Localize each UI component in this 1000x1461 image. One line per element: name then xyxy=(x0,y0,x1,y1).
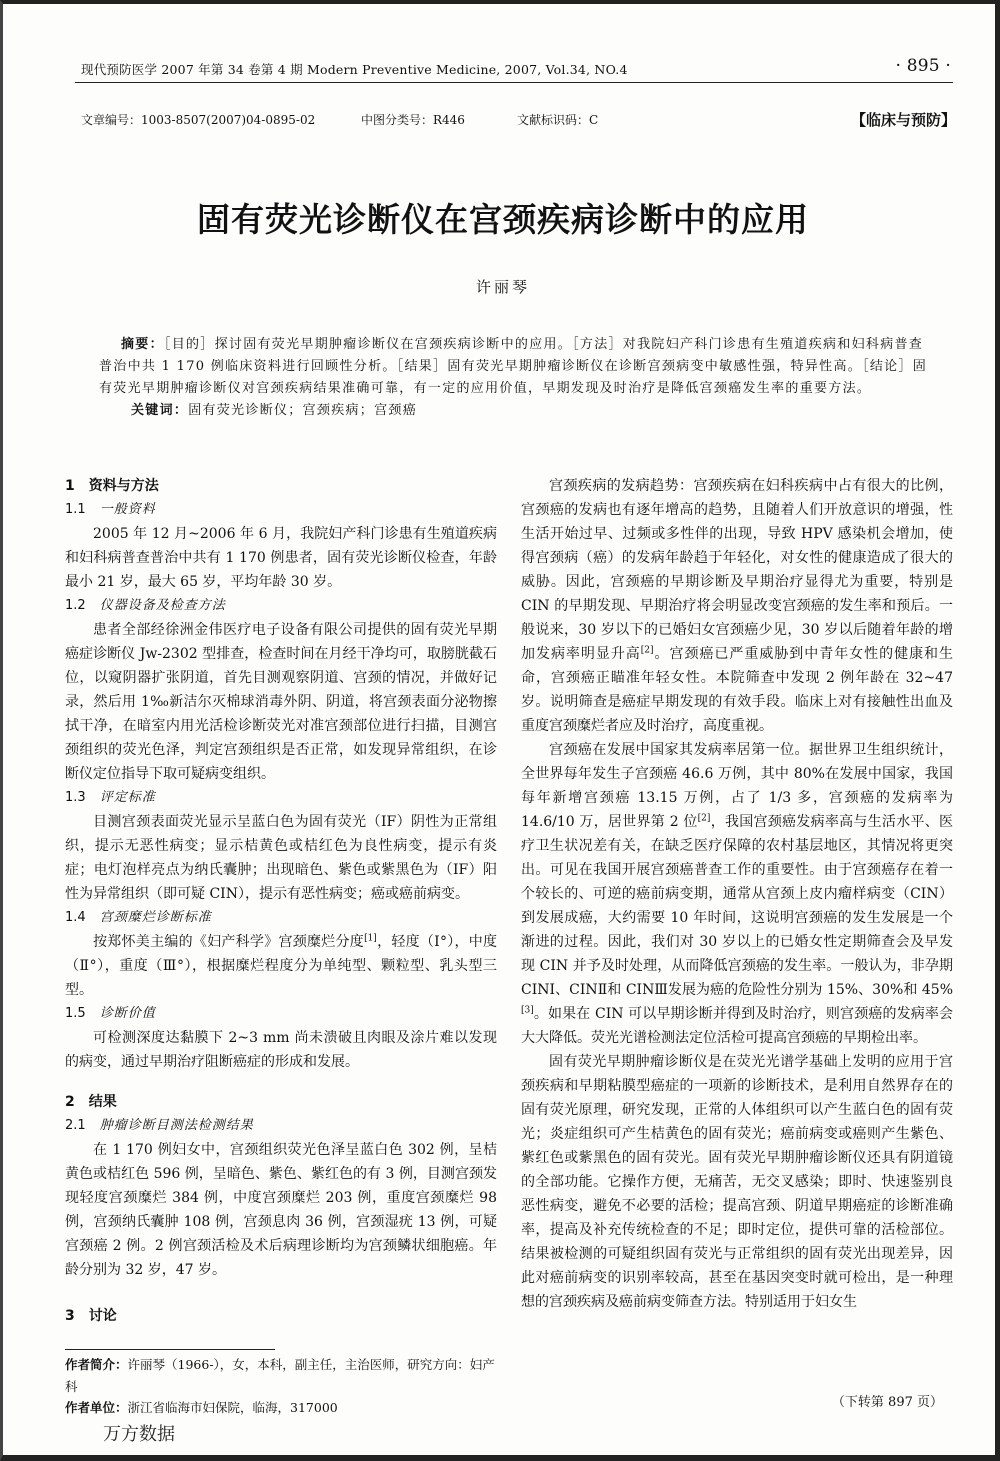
paragraph-evaluation-criteria: 目测宫颈表面荧光显示呈蓝白色为固有荧光（IF）阴性为正常组织，提示无恶性病变；显示桔黄色或桔红色为良性病变，提示有炎症；电灯泡样亮点为纳氏囊肿；出现暗色、紫色或紫黑色为（IF）阳性为异常组织（即可疑 CIN），提示有恶性病变；癌或癌前病变。 xyxy=(65,814,497,902)
paragraph-results: 在 1 170 例妇女中，宫颈组织荧光色泽呈蓝白色 302 例，呈桔黄色或桔红色 596 例，呈暗色、紫色、紫红色的有 3 例，目测宫颈发现轻度宫颈糜烂 384 例，中度宫颈糜烂 203 例，重度宫颈糜烂 98 例，宫颈纳氏囊肿 108 例，宫颈息肉 36 例，宫颈湿疣 13 例，可疑宫颈癌 2 例。2 例宫颈活检及术后病理诊断均为宫颈鳞状细胞癌。年龄分别为 32 岁，47 岁。 xyxy=(65,1142,497,1278)
citation-ref: [3] xyxy=(521,1005,534,1016)
author-bio-footnote: 作者简介：许丽琴（1966-），女，本科，副主任，主治医师，研究方向：妇产科 xyxy=(65,1357,495,1394)
keywords-label: 关键词： xyxy=(131,403,189,418)
section-heading-1: 1 资料与方法 xyxy=(65,478,159,494)
subsection-heading-1-2: 1.2 仪器设备及检查方法 xyxy=(65,598,226,613)
paragraph-incidence: 宫颈癌在发展中国家其发病率居第一位。据世界卫生组织统计，全世界每年发生子宫颈癌 46.6 万例，其中 80%在发展中国家，我国每年新增宫颈癌 13.15 万例，占了 1/3 多，宫颈癌的发病率为 14.6/10 万，居世界第 2 位[2]，我国宫颈癌发病率高与生活水平、医疗卫生状况差有关，在缺乏医疗保障的农村基层地区，其情况将更突出。可见在我国开展宫颈癌普查工作的重要性。由于宫颈癌存在着一个较长的、可逆的癌前病变期，通常从宫颈上皮内瘤样病变（CIN）到发展成癌，大约需要 10 年时间，这说明宫颈癌的发生发展是一个渐进的过程。因此，我们对 30 岁以上的已婚女性定期筛查会及早发现 CIN 并予及时处理，从而降低宫颈癌的发生率。一般认为，非孕期 CINⅠ、CINⅡ和 CINⅢ发展为癌的危险性分别为 15%、30%和 45%[3]。如果在 CIN 可以早期诊断并得到及时治疗，则宫颈癌的发病率会大大降低。荧光光谱检测法定位活检可提高宫颈癌的早期检出率。 xyxy=(521,742,954,1046)
right-column xyxy=(521,474,953,1314)
citation-ref: [1] xyxy=(364,933,377,944)
paragraph-fluorescence-device: 固有荧光早期肿瘤诊断仪是在荧光光谱学基础上发明的应用于宫颈疾病和早期粘膜型癌症的一项新的诊断技术，是利用自然界存在的固有荧光原理，研究发现，正常的人体组织可以产生蓝白色的固有荧光；炎症组织可产生桔黄色的固有荧光；癌前病变或癌则产生紫色、紫红色或紫黑色的固有荧光。固有荧光早期肿瘤诊断仪还具有阴道镜的全部功能。它操作方便，无痛苦，无交叉感染；即时、快速鉴别良恶性病变，避免不必要的活检；提高宫颈、阴道早期癌症的诊断准确率，提高及补充传统检查的不足；即时定位，提供可靠的活检部位。结果被检测的可疑组织固有荧光与正常组织的固有荧光出现差异，因此对癌前病变的识别率较高，甚至在基因突变时就可检出，是一种理想的宫颈疾病及癌前病变筛查方法。特别适用于妇女生 xyxy=(521,1054,953,1310)
citation-ref: [2] xyxy=(640,645,654,656)
article-meta xyxy=(81,109,956,131)
subsection-heading-1-5: 1.5 诊断价值 xyxy=(65,1006,156,1021)
page-number: · 895 · xyxy=(895,56,951,76)
wanfang-watermark: 万方数据 xyxy=(103,1424,175,1445)
article-title: 固有荧光诊断仪在宫颈疾病诊断中的应用 xyxy=(197,200,809,239)
classification-number: 中图分类号：R446 xyxy=(361,113,465,127)
left-column xyxy=(65,474,497,1328)
running-head xyxy=(81,56,951,80)
subsection-heading-1-3: 1.3 评定标准 xyxy=(65,790,156,805)
continued-note: （下转第 897 页） xyxy=(831,1395,943,1410)
section-heading-2: 2 结果 xyxy=(65,1094,117,1110)
keywords-text: 固有荧光诊断仪；宫颈疾病；宫颈癌 xyxy=(188,403,418,418)
paragraph-equipment-methods: 患者全部经徐洲金伟医疗电子设备有限公司提供的固有荧光早期癌症诊断仪 Jw-2302 型排查，检查时间在月经干净均可，取膀胱截石位，以窥阴器扩张阴道，首先目测观察阴道、宫颈的情况，并做好记录，然后用 1‰新洁尔灭棉球消毒外阴、阴道，将宫颈表面分泌物擦拭干净，在暗室内用光活检诊断荧光对准宫颈部位进行扫描，目测宫颈组织的荧光色泽，判定宫颈组织是否正常，如发现异常组织，在诊断仪定位指导下取可疑病变组织。 xyxy=(65,622,497,782)
article-number: 文章编号：1003-8507(2007)04-0895-02 xyxy=(81,113,316,127)
paragraph-diagnostic-value: 可检测深度达黏膜下 2~3 mm 尚未溃破且肉眼及涂片难以发现的病变，通过早期治疗阻断癌症的形成和发展。 xyxy=(65,1030,497,1070)
paragraph-erosion-criteria: 按郑怀美主编的《妇产科学》宫颈糜烂分度[1]，轻度（Ⅰ°），中度（Ⅱ°），重度（Ⅲ°），根据糜烂程度分为单纯型、颗粒型、乳头型三型。 xyxy=(65,933,498,998)
citation-ref: [2] xyxy=(697,813,711,824)
keywords-line xyxy=(99,400,929,422)
subsection-heading-1-4: 1.4 宫颈糜烂诊断标准 xyxy=(65,910,212,925)
paragraph-general-data: 2005 年 12 月~2006 年 6 月，我院妇产科门诊患有生殖道疾病和妇科病普查普治中共有 1 170 例患者，固有荧光诊断仪检查，年龄最小 21 岁，最大 65 岁，平均年龄 30 岁。 xyxy=(65,526,497,590)
document-code: 文献标识码：C xyxy=(517,113,599,127)
article-author: 许丽琴 xyxy=(475,278,530,296)
footnote-rule xyxy=(65,1349,275,1350)
subsection-heading-1-1: 1.1 一般资料 xyxy=(65,502,156,517)
journal-citation: 现代预防医学 2007 年第 34 卷第 4 期 Modern Preventive Medicine, 2007, Vol.34, NO.4 xyxy=(81,62,628,77)
section-heading-3: 3 讨论 xyxy=(65,1308,117,1324)
section-category: 【临床与预防】 xyxy=(850,111,956,129)
abstract-block xyxy=(99,334,929,422)
abstract-text: ［目的］探讨固有荧光早期肿瘤诊断仪在宫颈疾病诊断中的应用。［方法］对我院妇产科门诊患有生殖道疾病和妇科病普查普治中共 1 170 例临床资料进行回顾性分析。［结果］固有荧光早期肿瘤诊断仪在诊断宫颈病变中敏感性强，特异性高。［结论］固有荧光早期肿瘤诊断仪对宫颈疾病结果准确可靠，有一定的应用价值，早期发现及时治疗是降低宫颈癌发生率的重要方法。 xyxy=(99,337,928,396)
header-rule xyxy=(75,82,953,83)
author-unit-footnote: 作者单位：浙江省临海市妇保院，临海，317000 xyxy=(65,1400,338,1415)
abstract-label: 摘要： xyxy=(121,337,164,352)
paragraph-disease-trend: 宫颈疾病的发病趋势：宫颈疾病在妇科疾病中占有很大的比例，宫颈癌的发病也有逐年增高的趋势，且随着人们开放意识的增强，性生活开始过早、过频或多性伴的出现，导致 HPV 感染机会增加，使得宫颈病（癌）的发病年龄趋于年轻化，对女性的健康造成了很大的威胁。因此，宫颈癌的早期诊断及早期治疗显得尤为重要，特别是 CIN 的早期发现、早期治疗将会明显改变宫颈癌的发生率和预后。一般说来，30 岁以下的已婚妇女宫颈癌少见，30 岁以后随着年龄的增加发病率明显升高[2]。宫颈癌已严重威胁到中青年女性的健康和生命，宫颈癌正瞄准年轻女性。本院筛查中发现 2 例年龄在 32~47 岁。说明筛查是癌症早期发现的有效手段。临床上对有接触性出血及重度宫颈糜烂者应及时治疗，高度重视。 xyxy=(521,478,954,734)
subsection-heading-2-1: 2.1 肿瘤诊断目测法检测结果 xyxy=(65,1118,254,1133)
